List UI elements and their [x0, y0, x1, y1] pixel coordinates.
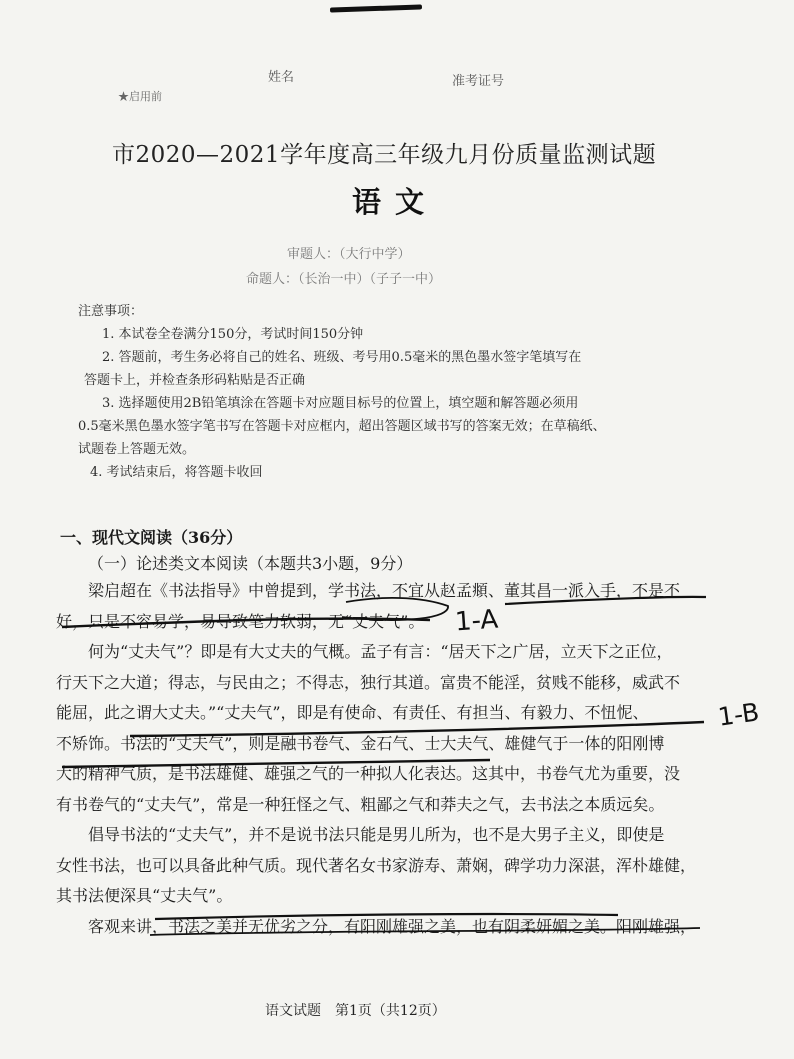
- note-item: 4. 考试结束后，将答题卡收回: [90, 465, 263, 480]
- handwritten-answer-1: 1-A: [454, 604, 500, 638]
- note-item: 试题卷上答题无效。: [78, 442, 196, 457]
- underline-stroke: [155, 914, 618, 919]
- note-item: 3. 选择题使用2B铅笔填涂在答题卡对应题目标号的位置上，填空题和解答题必须用: [102, 396, 579, 411]
- subsection-heading: （一）论述类文本阅读（本题共3小题，9分）: [88, 554, 413, 573]
- passage-line: 大的精神气质，是书法雄健、雄强之气的一种拟人化表达。这其中，书卷气尤为重要，没: [56, 764, 681, 783]
- passage-line: 倡导书法的“丈夫气”，并不是说书法只能是男儿所为，也不是大男子主义，即使是: [88, 825, 665, 844]
- exam-title: 市2020—2021学年度高三年级九月份质量监测试题: [112, 142, 657, 168]
- circle-stroke: [342, 598, 448, 620]
- notes-heading: 注意事项：: [78, 304, 144, 319]
- confidential-label: ★启用前: [118, 90, 162, 103]
- underline-stroke: [130, 722, 704, 736]
- passage-line: 有书卷气的“丈夫气”，常是一种狂怪之气、粗鄙之气和莽夫之气，去书法之本质远矣。: [56, 794, 665, 814]
- underline-stroke: [505, 597, 706, 604]
- passage-line: 梁启超在《书法指导》中曾提到，学书法，不宜从赵孟頫、董其昌一派入手，不是不: [88, 581, 681, 600]
- passage-line: 何为“丈夫气”？即是有大丈夫的气概。孟子有言：“居天下之广居，立天下之正位，: [88, 642, 673, 661]
- handwritten-answer-2: 1-B: [716, 697, 762, 732]
- author-line: 命题人：（长治一中）（子子一中）: [246, 272, 442, 287]
- passage-line: 女性书法，也可以具备此种气质。现代著名女书家游寿、萧娴，碑学功力深湛，浑朴雄健，: [56, 855, 697, 875]
- passage-line: 行天下之大道；得志，与民由之；不得志，独行其道。富贵不能淫，贫贱不能移，威武不: [56, 672, 681, 692]
- underline-stroke: [62, 760, 490, 767]
- note-item: 0.5毫米黑色墨水签字笔书写在答题卡对应框内，超出答题区域书写的答案无效；在草稿纸、: [78, 419, 606, 434]
- note-item: 2. 答题前，考生务必将自己的姓名、班级、考号用0.5毫米的黑色墨水签字笔填写在: [102, 350, 582, 365]
- name-field-label: 姓名: [268, 70, 295, 85]
- page-footer: 语文试题 第1页（共12页）: [265, 1003, 446, 1019]
- passage-line: 不矫饰。书法的“丈夫气”，则是融书卷气、金石气、士大夫气、雄健气于一体的阳刚博: [56, 733, 665, 753]
- exam-id-field-label: 准考证号: [452, 74, 505, 89]
- note-item: 答题卡上，并检查条形码粘贴是否正确: [84, 373, 306, 388]
- passage-line: 客观来讲，书法之美并无优劣之分，有阳刚雄强之美，也有阴柔妍媚之美。阳刚雄强，: [88, 916, 697, 936]
- passage-line: 能屈，此之谓大丈夫。”“丈夫气”，即是有使命、有责任、有担当、有毅力、不忸怩、: [56, 703, 649, 722]
- passage-line: 好，只是不容易学，易导致笔力软弱，无“丈夫气”。: [56, 611, 425, 631]
- passage-line: 其书法便深具“丈夫气”。: [56, 886, 233, 905]
- underline-stroke: [150, 928, 700, 935]
- subject-title: 语文: [352, 185, 439, 219]
- reviewer-line: 审题人：（大行中学）: [287, 247, 411, 262]
- section-heading: 一、现代文阅读（36分）: [60, 528, 243, 547]
- note-item: 1. 本试卷全卷满分150分，考试时间150分钟: [102, 327, 364, 342]
